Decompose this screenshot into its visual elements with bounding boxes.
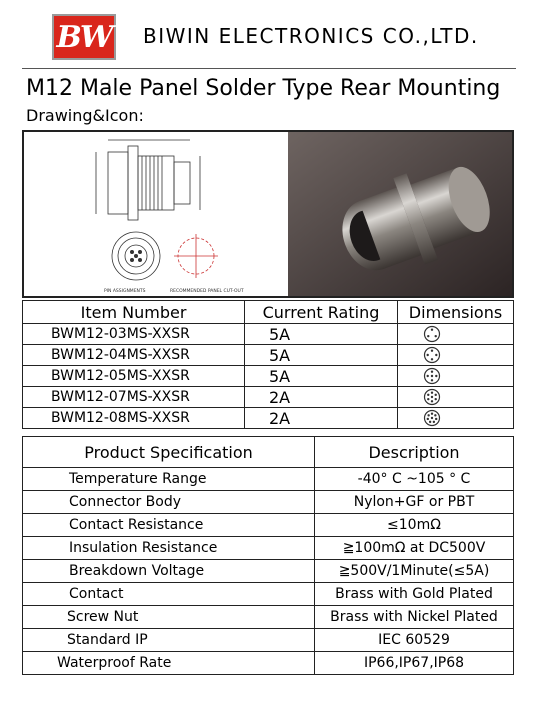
company-logo: [52, 14, 116, 60]
table-row: [23, 468, 514, 491]
item-number-cell: BWM12-04MS-XXSR: [23, 345, 245, 366]
product-photo: [288, 132, 512, 296]
spec-property-cell: Waterproof Rate: [23, 652, 315, 675]
spec-value-cell: IEC 60529: [315, 629, 514, 652]
spec-property-cell: Contact: [23, 583, 315, 606]
technical-drawing: [24, 132, 286, 296]
pin-layout-icon: [398, 324, 514, 345]
specification-table: [22, 436, 514, 675]
section-subtitle: Drawing&Icon:: [26, 106, 144, 125]
header-current-rating: Current Rating: [245, 301, 398, 324]
spec-value-cell: ≧100mΩ at DC500V: [315, 537, 514, 560]
spec-property-cell: Insulation Resistance: [23, 537, 315, 560]
spec-property-cell: Connector Body: [23, 491, 315, 514]
item-number-cell: BWM12-08MS-XXSR: [23, 408, 245, 429]
spec-property-cell: Contact Resistance: [23, 514, 315, 537]
table-row: [23, 514, 514, 537]
table-row: [23, 408, 514, 429]
table-row: [23, 366, 514, 387]
header-divider: [22, 68, 516, 69]
spec-table-header: [23, 437, 514, 468]
table-row: [23, 345, 514, 366]
item-number-cell: BWM12-07MS-XXSR: [23, 387, 245, 408]
header-item-number: Item Number: [23, 301, 245, 324]
item-number-cell: BWM12-05MS-XXSR: [23, 366, 245, 387]
table-row: [23, 652, 514, 675]
table-row: [23, 537, 514, 560]
current-rating-cell: 5A: [245, 324, 398, 345]
page-title: M12 Male Panel Solder Type Rear Mounting: [26, 76, 501, 101]
item-number-cell: BWM12-03MS-XXSR: [23, 324, 245, 345]
pin-layout-icon: [398, 366, 514, 387]
current-rating-cell: 5A: [245, 366, 398, 387]
logo-text: BW: [56, 20, 112, 55]
header-product-specification: Product Specification: [23, 437, 315, 468]
item-table: [22, 300, 514, 429]
spec-value-cell: Brass with Gold Plated: [315, 583, 514, 606]
spec-value-cell: Brass with Nickel Plated: [315, 606, 514, 629]
current-rating-cell: 5A: [245, 345, 398, 366]
table-row: [23, 629, 514, 652]
spec-value-cell: ≤10mΩ: [315, 514, 514, 537]
spec-value-cell: -40° C ~105 ° C: [315, 468, 514, 491]
table-row: [23, 583, 514, 606]
svg-text:RECOMMENDED PANEL CUT-OUT: RECOMMENDED PANEL CUT-OUT: [170, 289, 244, 294]
table-row: [23, 324, 514, 345]
spec-value-cell: Nylon+GF or PBT: [315, 491, 514, 514]
table-row: [23, 387, 514, 408]
table-row: [23, 560, 514, 583]
pin-layout-icon: [398, 387, 514, 408]
spec-property-cell: Breakdown Voltage: [23, 560, 315, 583]
svg-text:PIN ASSIGNMENTS: PIN ASSIGNMENTS: [104, 289, 146, 294]
spec-property-cell: Standard IP: [23, 629, 315, 652]
pin-layout-icon: [398, 345, 514, 366]
table-row: [23, 606, 514, 629]
company-name: BIWIN ELECTRONICS CO.,LTD.: [143, 24, 479, 48]
header-description: Description: [315, 437, 514, 468]
current-rating-cell: 2A: [245, 408, 398, 429]
spec-property-cell: Screw Nut: [23, 606, 315, 629]
pin-layout-icon: [398, 408, 514, 429]
spec-value-cell: IP66,IP67,IP68: [315, 652, 514, 675]
header-dimensions: Dimensions: [398, 301, 514, 324]
spec-value-cell: ≧500V/1Minute(≤5A): [315, 560, 514, 583]
current-rating-cell: 2A: [245, 387, 398, 408]
spec-property-cell: Temperature Range: [23, 468, 315, 491]
item-table-header: [23, 301, 514, 324]
table-row: [23, 491, 514, 514]
